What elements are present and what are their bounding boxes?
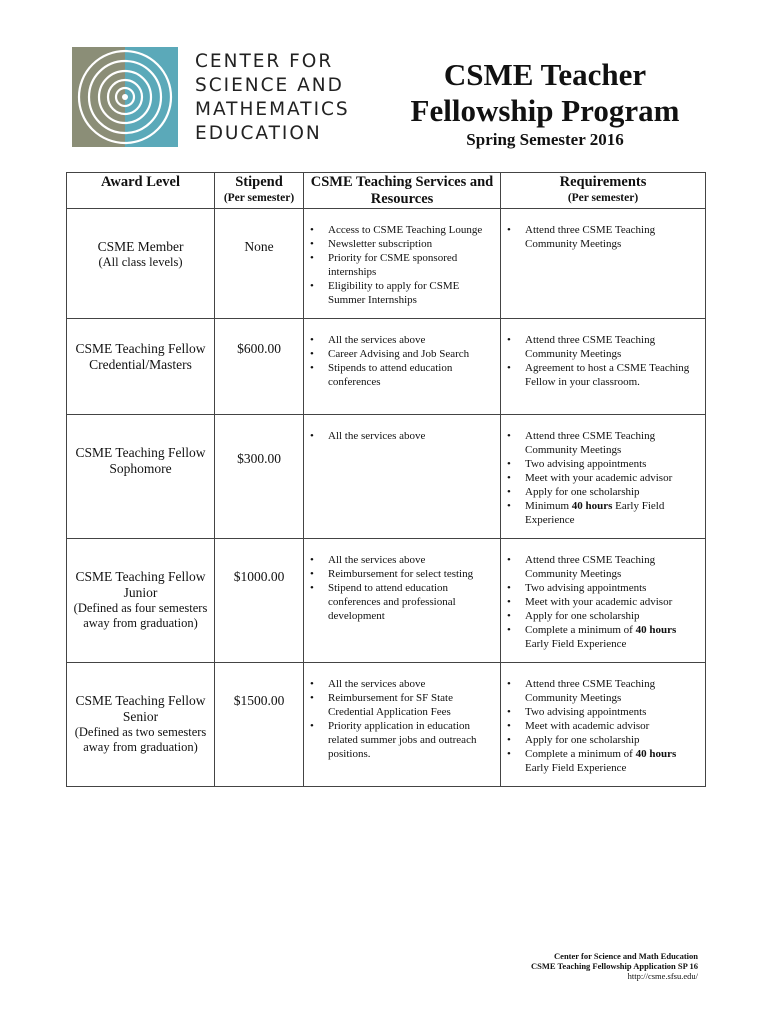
list-item: • Access to CSME Teaching Lounge xyxy=(304,223,496,237)
list-item: • Apply for one scholarship xyxy=(501,485,701,499)
stipend-amount: None xyxy=(244,239,274,254)
list-item: • Meet with your academic advisor xyxy=(501,595,701,609)
requirements-list xyxy=(501,663,705,775)
stipend-cell xyxy=(215,319,304,415)
stipend-amount: $300.00 xyxy=(237,451,281,466)
award-level-cell xyxy=(67,663,215,787)
table-row xyxy=(67,209,706,319)
services-cell xyxy=(304,663,501,787)
header-stipend: Stipend (Per semester) xyxy=(215,173,304,209)
list-item: • Apply for one scholarship xyxy=(501,733,701,747)
services-list xyxy=(304,319,500,389)
services-list xyxy=(304,539,500,623)
award-level-cell xyxy=(67,539,215,663)
award-level: CSME Teaching Fellow Sophomore xyxy=(75,445,206,476)
header-requirements: Requirements (Per semester) xyxy=(501,173,706,209)
list-item: • Reimbursement for SF State Credential Application Fees xyxy=(304,691,496,719)
fellowship-table xyxy=(66,172,706,787)
list-item: • Minimum 40 hours Early Field Experience xyxy=(501,499,701,527)
services-cell xyxy=(304,539,501,663)
list-item: • All the services above xyxy=(304,677,496,691)
award-level: CSME Member xyxy=(97,239,184,254)
table-row xyxy=(67,663,706,787)
services-cell xyxy=(304,319,501,415)
footer: Center for Science and Math Education CSME Teaching Fellowship Application SP 16 http://csme.sfsu.edu/ xyxy=(531,951,698,981)
list-item: • Reimbursement for select testing xyxy=(304,567,496,581)
stipend-amount: $1500.00 xyxy=(233,693,285,708)
list-item: • Meet with your academic advisor xyxy=(501,471,701,485)
stipend-amount: $1000.00 xyxy=(233,569,285,584)
list-item: • Career Advising and Job Search xyxy=(304,347,496,361)
list-item: • Attend three CSME Teaching Community Meetings xyxy=(501,223,701,251)
list-item: • Complete a minimum of 40 hours Early Field Experience xyxy=(501,623,701,651)
table-row xyxy=(67,415,706,539)
services-list xyxy=(304,663,500,761)
table-header-row xyxy=(67,173,706,209)
list-item: • Complete a minimum of 40 hours Early Field Experience xyxy=(501,747,701,775)
list-item: • Attend three CSME Teaching Community Meetings xyxy=(501,429,701,457)
award-level-note: (All class levels) xyxy=(98,255,183,269)
table-row xyxy=(67,319,706,415)
list-item: • All the services above xyxy=(304,429,496,443)
list-item: • Two advising appointments xyxy=(501,457,701,471)
services-list xyxy=(304,209,500,307)
csme-logo xyxy=(72,47,178,147)
list-item: • Newsletter subscription xyxy=(304,237,496,251)
list-item: • Attend three CSME Teaching Community Meetings xyxy=(501,677,701,705)
award-level-cell xyxy=(67,209,215,319)
stipend-cell xyxy=(215,209,304,319)
requirements-list xyxy=(501,319,705,389)
page-title: CSME Teacher Fellowship Program xyxy=(410,57,680,128)
list-item: • Attend three CSME Teaching Community Meetings xyxy=(501,333,701,361)
list-item: • Two advising appointments xyxy=(501,581,701,595)
award-level-note: (Defined as four semesters away from graduation) xyxy=(73,601,208,630)
stipend-amount: $600.00 xyxy=(237,341,281,356)
list-item: • Priority for CSME sponsored internships xyxy=(304,251,496,279)
organization-name: CENTER FOR SCIENCE AND MATHEMATICS EDUCATION xyxy=(195,51,350,144)
award-level: CSME Teaching Fellow Junior xyxy=(75,569,206,600)
list-item: • Two advising appointments xyxy=(501,705,701,719)
list-item: • All the services above xyxy=(304,333,496,347)
services-cell xyxy=(304,415,501,539)
award-level: CSME Teaching Fellow Senior xyxy=(75,693,206,724)
header-award-level: Award Level xyxy=(67,173,215,209)
award-level-cell xyxy=(67,319,215,415)
award-level: CSME Teaching Fellow Credential/Masters xyxy=(75,341,206,372)
stipend-cell xyxy=(215,415,304,539)
list-item: • Eligibility to apply for CSME Summer Internships xyxy=(304,279,496,307)
requirements-cell xyxy=(501,415,706,539)
requirements-list xyxy=(501,539,705,651)
table-body xyxy=(67,209,706,787)
list-item: • Agreement to host a CSME Teaching Fellow in your classroom. xyxy=(501,361,701,389)
requirements-cell xyxy=(501,319,706,415)
list-item: • Stipend to attend education conferences and professional development xyxy=(304,581,496,623)
list-item: • All the services above xyxy=(304,553,496,567)
award-level-cell xyxy=(67,415,215,539)
table-row xyxy=(67,539,706,663)
requirements-cell xyxy=(501,209,706,319)
header-services: CSME Teaching Services and Resources xyxy=(304,173,501,209)
list-item: • Priority application in education related summer jobs and outreach positions. xyxy=(304,719,496,761)
requirements-cell xyxy=(501,663,706,787)
requirements-cell xyxy=(501,539,706,663)
stipend-cell xyxy=(215,539,304,663)
list-item: • Meet with academic advisor xyxy=(501,719,701,733)
list-item: • Apply for one scholarship xyxy=(501,609,701,623)
page-subtitle: Spring Semester 2016 xyxy=(466,130,624,149)
award-level-note: (Defined as two semesters away from graduation) xyxy=(74,725,207,754)
requirements-list xyxy=(501,415,705,527)
services-cell xyxy=(304,209,501,319)
list-item: • Stipends to attend education conferences xyxy=(304,361,496,389)
stipend-cell xyxy=(215,663,304,787)
list-item: • Attend three CSME Teaching Community Meetings xyxy=(501,553,701,581)
services-list xyxy=(304,415,500,443)
requirements-list xyxy=(501,209,705,251)
